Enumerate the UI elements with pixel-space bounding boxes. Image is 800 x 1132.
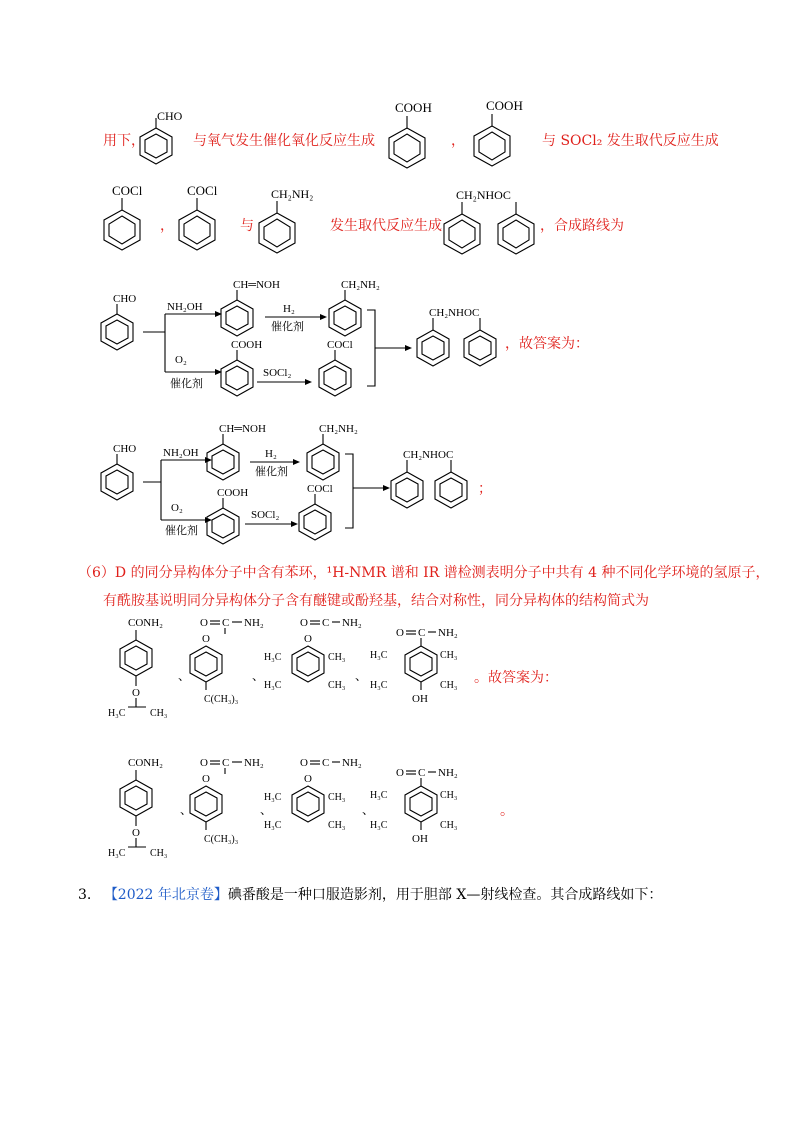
label-cho: CHO <box>157 109 183 123</box>
synthesis-scheme-1 <box>95 262 575 402</box>
isoC-o1: O <box>300 617 308 629</box>
scheme1-h2: H₂ <box>283 303 295 315</box>
isoD2-h3c-1: H₃C <box>370 790 388 801</box>
scheme1-product: CH₂NHOC <box>429 307 480 319</box>
isoD-nh2: NH₂ <box>438 627 458 639</box>
scheme1-o2: O₂ <box>175 354 187 366</box>
text-socl2: 与 SOCl₂ 发生取代反应生成 <box>542 133 719 149</box>
isoB2-o1: O <box>200 757 208 769</box>
text-oxidation: 与氧气发生催化氧化反应生成 <box>193 133 375 149</box>
isoB2-sep: 、 <box>260 803 273 817</box>
scheme2-start-label: CHO <box>113 443 137 455</box>
scheme2-amine: CH₂NH₂ <box>319 423 358 435</box>
isoA2-o: O <box>132 827 140 839</box>
benzoic-acid-structure <box>385 98 445 170</box>
benzylamine-structure <box>255 185 335 257</box>
scheme2-product: CH₂NHOC <box>403 449 454 461</box>
isoA-sep: 、 <box>178 669 191 683</box>
isoC-ch3-2: CH₃ <box>328 680 346 691</box>
benzaldehyde-structure <box>140 108 190 170</box>
text-substitution: 发生取代反应生成 <box>330 218 442 234</box>
isoC-ch3-1: CH₃ <box>328 652 346 663</box>
text-semicolon: ； <box>478 481 492 497</box>
isoB-sep: 、 <box>252 669 265 683</box>
question-number: 3. <box>78 887 92 903</box>
label-cooh-2: COOH <box>486 98 523 113</box>
text-comma-2: ， <box>160 218 174 234</box>
isoD2-o: O <box>396 767 404 779</box>
isoD-o: O <box>396 627 404 639</box>
isoB-c: C <box>222 617 230 629</box>
isoD2-oh: OH <box>412 833 428 845</box>
isoB-tbu: C(CH₃)₃ <box>204 694 239 705</box>
isoB-o1: O <box>200 617 208 629</box>
isoB2-o2: O <box>202 773 210 785</box>
isoD-h3c-2: H₃C <box>370 680 388 691</box>
isoB2-tbu: C(CH₃)₃ <box>204 834 239 845</box>
scheme2-nh2oh: NH₂OH <box>163 447 199 459</box>
scheme1-start-label: CHO <box>113 293 137 305</box>
text-prefix: 用下， <box>103 133 145 149</box>
scheme1-catalyst-1: 催化剂 <box>170 378 203 390</box>
benzoic-acid-structure-2 <box>470 96 532 168</box>
isoC2-nh2: NH₂ <box>342 757 362 769</box>
scheme2-h2: H₂ <box>265 448 277 460</box>
text-route: ，合成路线为 <box>540 218 624 234</box>
isoD-ch3-1: CH₃ <box>440 650 458 661</box>
label-cocl-2: COCl <box>187 183 218 198</box>
isoB2-nh2: NH₂ <box>244 757 264 769</box>
isoC-nh2: NH₂ <box>342 617 362 629</box>
question-source-tag: 【2022 年北京卷】 <box>103 887 228 903</box>
isoD2-c: C <box>418 767 426 779</box>
isoC2-h3c-2: H₃C <box>264 820 282 831</box>
text-answer-2: 。故答案为： <box>474 670 558 686</box>
scheme1-nh2oh: NH₂OH <box>167 301 203 313</box>
isoD-ch3-2: CH₃ <box>440 680 458 691</box>
scheme2-socl2: SOCl₂ <box>251 509 280 521</box>
label-cooh: COOH <box>395 100 432 115</box>
benzoyl-chloride-structure <box>100 182 158 254</box>
scheme2-acid: COOH <box>217 487 249 499</box>
isoA2-conh2: CONH₂ <box>128 757 164 769</box>
text-comma: ， <box>451 133 465 149</box>
isoC2-ch3-1: CH₃ <box>328 792 346 803</box>
isoD-c: C <box>418 627 426 639</box>
isoC2-o1: O <box>300 757 308 769</box>
isoA2-sep: 、 <box>180 803 193 817</box>
isoB-nh2: NH₂ <box>244 617 264 629</box>
isoA2-h3c: H₃C <box>108 848 126 859</box>
isoD2-ch3-1: CH₃ <box>440 790 458 801</box>
text-answer-1: ，故答案为： <box>505 336 589 352</box>
isoC2-h3c-1: H₃C <box>264 792 282 803</box>
isoC-h3c-2: H₃C <box>264 680 282 691</box>
isoC2-c: C <box>322 757 330 769</box>
scheme1-acid: COOH <box>231 339 263 351</box>
isoC2-ch3-2: CH₃ <box>328 820 346 831</box>
isoC-c: C <box>322 617 330 629</box>
scheme2-catalyst-2: 催化剂 <box>255 466 288 478</box>
scheme1-socl2: SOCl₂ <box>263 367 292 379</box>
scheme2-o2: O₂ <box>171 502 183 514</box>
isoC-h3c-1: H₃C <box>264 652 282 663</box>
text-and: 与 <box>240 218 254 234</box>
isoA2-ch3: CH₃ <box>150 848 168 859</box>
part6-line1: （6）D 的同分异构体分子中含有苯环，¹H-NMR 谱和 IR 谱检测表明分子中共有 4 种不同化学环境的氢原子， <box>78 565 770 581</box>
scheme1-catalyst-2: 催化剂 <box>271 321 304 333</box>
scheme2-oxime: CH═NOH <box>219 423 266 435</box>
text-period: 。 <box>500 803 514 819</box>
isoD-h3c-1: H₃C <box>370 650 388 661</box>
isoC2-o2: O <box>304 773 312 785</box>
isoC-sep: 、 <box>355 669 368 683</box>
scheme2-catalyst-1: 催化剂 <box>165 525 198 537</box>
isoB-o2: O <box>202 633 210 645</box>
synthesis-scheme-2 <box>95 412 575 552</box>
isoA-ch3: CH₃ <box>150 708 168 719</box>
isoB2-c: C <box>222 757 230 769</box>
scheme1-amine: CH₂NH₂ <box>341 279 380 291</box>
question-3 <box>78 884 662 904</box>
isoD2-nh2: NH₂ <box>438 767 458 779</box>
label-cocl: COCl <box>112 183 143 198</box>
isoD2-h3c-2: H₃C <box>370 820 388 831</box>
isoA-h3c: H₃C <box>108 708 126 719</box>
benzoyl-chloride-structure-2 <box>175 182 233 254</box>
scheme2-chloride: COCl <box>307 483 333 495</box>
isomers-row-2 <box>100 752 560 862</box>
label-ch2nh2: CH₂NH₂ <box>271 187 314 201</box>
scheme1-chloride: COCl <box>327 339 353 351</box>
label-ch2nhoc: CH₂NHOC <box>456 188 511 202</box>
isoA-o: O <box>132 687 140 699</box>
amide-product-structure <box>440 186 550 258</box>
isoC-o2: O <box>304 633 312 645</box>
isoC2-sep: 、 <box>362 803 375 817</box>
isoD2-ch3-2: CH₃ <box>440 820 458 831</box>
question-text: 碘番酸是一种口服造影剂，用于胆部 X—射线检查。其合成路线如下： <box>227 887 663 903</box>
isoD-oh: OH <box>412 693 428 705</box>
isoA-conh2: CONH₂ <box>128 617 164 629</box>
scheme1-oxime: CH═NOH <box>233 279 280 291</box>
part6-line2: 有酰胺基说明同分异构体分子含有醚键或酚羟基，结合对称性，同分异构体的结构简式为 <box>103 593 649 609</box>
